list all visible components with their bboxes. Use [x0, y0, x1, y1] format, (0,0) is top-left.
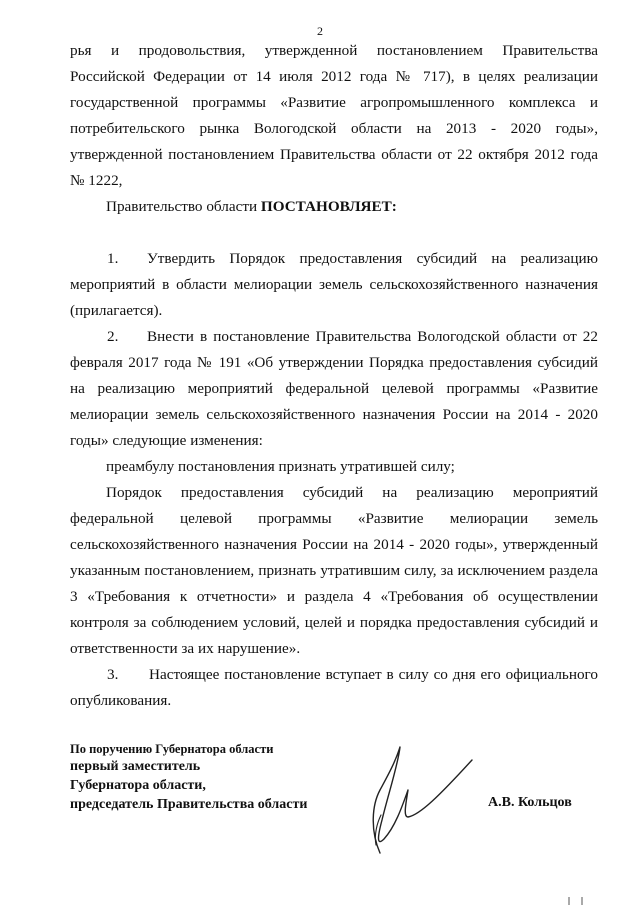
spacer [70, 220, 598, 246]
item-3-number: 3. [107, 666, 119, 683]
decree-word: ПОСТАНОВЛЯЕТ: [260, 198, 397, 215]
decree-line [70, 194, 598, 220]
item-1-text: Утвердить Порядок предоставления субсидий на реализацию мероприятий в области мелиорации земель сельскохозяйственного назначения (прилагается). [70, 250, 598, 319]
sub-paragraph-procedure: Порядок предоставления субсидий на реализацию мероприятий федеральной целевой программы «Развитие мелиорации земель сельскохозяйственного назначения России на 2014 - 2020 годы», утвержденный указанным постановлением, признать утратившим силу, за исключением раздела 3 «Требования к отчетности» и раздела 4 «Требования об осуществлении контроля за соблюдением условий, целей и порядка предоставления субсидий и ответственности за их нарушение». [70, 484, 598, 657]
signatory-block [70, 741, 307, 814]
item-3-text: Настоящее постановление вступает в силу со дня его официального опубликования. [70, 666, 598, 709]
document-body [70, 38, 598, 714]
signatory-line-1: По поручению Губернатора области [70, 742, 274, 756]
item-3 [70, 662, 598, 714]
signatory-name: А.В. Кольцов [488, 795, 572, 810]
item-1 [70, 246, 598, 324]
item-1-number: 1. [107, 250, 119, 267]
sub-paragraph-preamble: преамбулу постановления признать утратившей силу; [106, 458, 455, 475]
item-2-number: 2. [107, 328, 119, 345]
scan-marks-icon [566, 897, 590, 905]
signatory-line-2: первый заместитель [70, 759, 201, 774]
signatory-line-3: Губернатора области, [70, 778, 206, 793]
continuation-paragraph: рья и продовольствия, утвержденной постановлением Правительства Российской Федерации от 14 июля 2012 года № 717), в целях реализации государственной программы «Развитие агропромышленного комплекса и потребительского рынка Вологодской области на 2013 - 2020 годы», утвержденной постановлением Правительства области от 22 октября 2012 года № 1222, [70, 42, 598, 189]
item-2 [70, 324, 598, 454]
signatory-line-4: председатель Правительства области [70, 797, 308, 812]
decree-intro: Правительство области [106, 198, 261, 215]
page-number: 2 [317, 24, 323, 38]
handwritten-signature-icon [340, 735, 490, 860]
item-2-text: Внести в постановление Правительства Вологодской области от 22 февраля 2017 года № 191 «Об утверждении Порядка предоставления субсидий на реализацию мероприятий федеральной целевой программы «Развитие мелиорации земель сельскохозяйственного назначения России на 2014 - 2020 годы» следующие изменения: [70, 328, 598, 449]
